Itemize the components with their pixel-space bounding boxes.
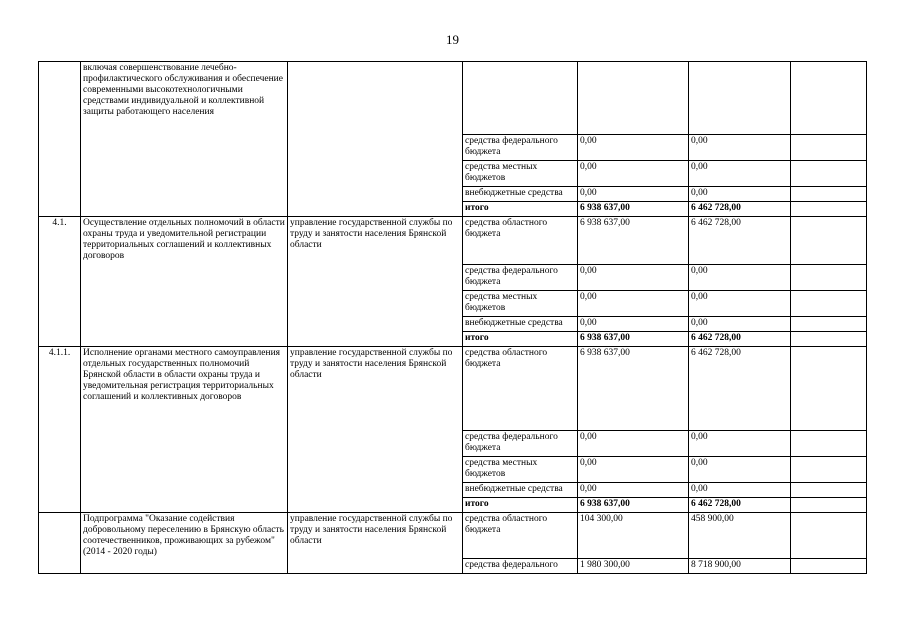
executor: управление государственной службы по труду и занятости населения Брянской области: [288, 347, 463, 513]
row-number: 4.1.1.: [39, 347, 81, 513]
empty-cell: [791, 457, 867, 483]
funding-value-1: 6 938 637,00: [578, 217, 689, 265]
total-label: итого: [463, 332, 578, 347]
funding-source: внебюджетные средства: [463, 187, 578, 202]
total-label: итого: [463, 498, 578, 513]
empty-cell: [791, 498, 867, 513]
empty-cell: [791, 332, 867, 347]
funding-source: средства федерального бюджета: [463, 265, 578, 291]
empty-cell: [791, 161, 867, 187]
funding-value-2: 0,00: [689, 187, 791, 202]
empty-cell: [791, 513, 867, 559]
funding-value-2: 6 462 728,00: [689, 347, 791, 431]
executor: управление государственной службы по труду и занятости населения Брянской области: [288, 217, 463, 347]
funding-source: средства федерального: [463, 559, 578, 574]
funding-value-1: 6 938 637,00: [578, 347, 689, 431]
funding-source: средства областного бюджета: [463, 513, 578, 559]
funding-value-2: 0,00: [689, 291, 791, 317]
funding-value-2: 0,00: [689, 135, 791, 161]
executor: управление государственной службы по труду и занятости населения Брянской области: [288, 513, 463, 574]
empty-cell: [791, 291, 867, 317]
funding-source: внебюджетные средства: [463, 317, 578, 332]
funding-value-1: 0,00: [578, 317, 689, 332]
funding-value-2: 0,00: [689, 431, 791, 457]
funding-value-2: [689, 62, 791, 135]
funding-value-1: 0,00: [578, 457, 689, 483]
measure-name: Подпрограмма "Оказание содействия добровольному переселению в Брянскую область соотечественников, проживающих за рубежом" (2014 - 2020 годы): [81, 513, 288, 574]
funding-source: средства местных бюджетов: [463, 291, 578, 317]
funding-value-2: 0,00: [689, 483, 791, 498]
funding-value-2: 0,00: [689, 265, 791, 291]
funding-value-2: 0,00: [689, 161, 791, 187]
funding-source: внебюджетные средства: [463, 483, 578, 498]
empty-cell: [791, 187, 867, 202]
empty-cell: [791, 202, 867, 217]
empty-cell: [791, 135, 867, 161]
funding-value-1: 1 980 300,00: [578, 559, 689, 574]
empty-cell: [791, 217, 867, 265]
funding-source: средства федерального бюджета: [463, 135, 578, 161]
total-value-1: 6 938 637,00: [578, 498, 689, 513]
executor: [288, 62, 463, 217]
funding-value-2: 0,00: [689, 457, 791, 483]
empty-cell: [791, 347, 867, 431]
funding-source: средства федерального бюджета: [463, 431, 578, 457]
program-table: [38, 61, 867, 574]
funding-value-1: 0,00: [578, 187, 689, 202]
funding-value-1: 0,00: [578, 431, 689, 457]
funding-value-1: 0,00: [578, 291, 689, 317]
funding-value-1: [578, 62, 689, 135]
total-value-1: 6 938 637,00: [578, 332, 689, 347]
empty-cell: [791, 559, 867, 574]
row-number: 4.1.: [39, 217, 81, 347]
funding-source: средства областного бюджета: [463, 347, 578, 431]
empty-cell: [791, 431, 867, 457]
funding-value-1: 0,00: [578, 135, 689, 161]
total-label: итого: [463, 202, 578, 217]
funding-source: средства местных бюджетов: [463, 457, 578, 483]
empty-cell: [791, 317, 867, 332]
funding-source: средства областного бюджета: [463, 217, 578, 265]
measure-name: Осуществление отдельных полномочий в области охраны труда и уведомительной регистрации территориальных соглашений и коллективных договоров: [81, 217, 288, 347]
funding-value-1: 0,00: [578, 483, 689, 498]
total-value-2: 6 462 728,00: [689, 498, 791, 513]
funding-value-2: 8 718 900,00: [689, 559, 791, 574]
empty-cell: [791, 265, 867, 291]
funding-value-2: 0,00: [689, 317, 791, 332]
empty-cell: [791, 62, 867, 135]
funding-value-1: 0,00: [578, 265, 689, 291]
funding-source: средства местных бюджетов: [463, 161, 578, 187]
funding-value-2: 458 900,00: [689, 513, 791, 559]
funding-source: [463, 62, 578, 135]
total-value-2: 6 462 728,00: [689, 332, 791, 347]
funding-value-1: 104 300,00: [578, 513, 689, 559]
measure-name: Исполнение органами местного самоуправления отдельных государственных полномочий Брянской области в области охраны труда и уведомительная регистрация территориальных соглашений и коллективных договоров: [81, 347, 288, 513]
funding-value-2: 6 462 728,00: [689, 217, 791, 265]
page-number: 19: [446, 32, 459, 47]
empty-cell: [791, 483, 867, 498]
total-value-2: 6 462 728,00: [689, 202, 791, 217]
total-value-1: 6 938 637,00: [578, 202, 689, 217]
row-number: [39, 62, 81, 217]
measure-name: включая совершенствование лечебно-профилактического обслуживания и обеспечение современными высокотехнологичными средствами индивидуальной и коллективной защиты работающего населения: [81, 62, 288, 217]
funding-value-1: 0,00: [578, 161, 689, 187]
row-number: [39, 513, 81, 574]
